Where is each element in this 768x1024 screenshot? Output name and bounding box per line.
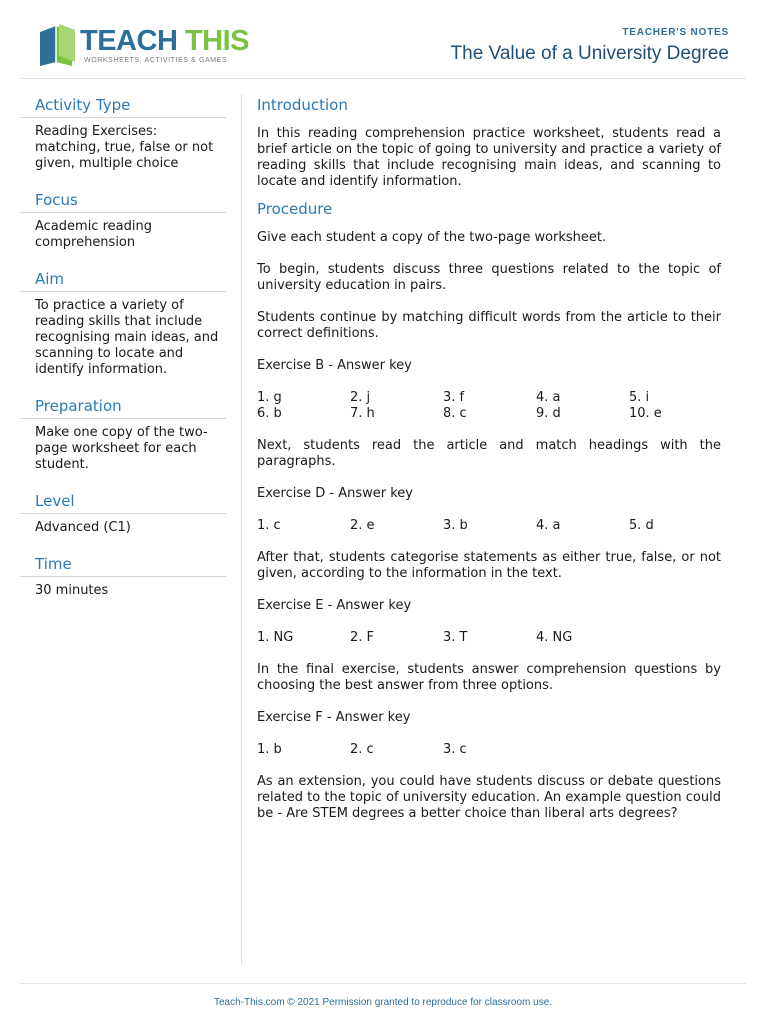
procedure-paragraph: Next, students read the article and match headings with the paragraphs. bbox=[257, 438, 721, 469]
exercise-f-label: Exercise F - Answer key bbox=[257, 710, 411, 725]
book-icon bbox=[36, 22, 78, 68]
answer-item: 3. b bbox=[443, 518, 468, 533]
sidebar-text: Make one copy of the two-page worksheet for each student. bbox=[35, 425, 208, 472]
sidebar-text: To practice a variety of reading skills that include recognising main ideas, and scanning to locate and identify information. bbox=[35, 298, 219, 377]
page-title: The Value of a University Degree bbox=[450, 43, 729, 64]
exercise-e-label: Exercise E - Answer key bbox=[257, 598, 412, 613]
sidebar-section-time bbox=[20, 553, 226, 599]
answer-item: 7. h bbox=[350, 406, 375, 421]
sidebar-heading: Activity Type bbox=[20, 94, 226, 118]
page-header bbox=[20, 0, 746, 79]
sidebar-section-aim bbox=[20, 268, 226, 378]
exercise-b-label: Exercise B - Answer key bbox=[257, 358, 412, 373]
exercise-d-answer-key bbox=[257, 518, 721, 534]
answer-item: 1. c bbox=[257, 518, 281, 533]
answer-item: 1. g bbox=[257, 390, 282, 405]
sidebar-text: 30 minutes bbox=[35, 583, 109, 598]
procedure-heading: Procedure bbox=[257, 200, 333, 218]
copyright-notice: Teach-This.com © 2021 Permission granted to reproduce for classroom use. bbox=[213, 997, 553, 1008]
introduction-heading: Introduction bbox=[257, 96, 348, 114]
answer-item: 6. b bbox=[257, 406, 282, 421]
answer-item: 3. T bbox=[443, 630, 468, 645]
sidebar-section-activity-type bbox=[20, 94, 226, 172]
exercise-e-answer-key bbox=[257, 630, 721, 646]
logo-tagline: WORKSHEETS, ACTIVITIES & GAMES bbox=[84, 57, 228, 64]
exercise-f-answer-key bbox=[257, 742, 721, 758]
procedure-paragraph: In the final exercise, students answer comprehension questions by choosing the best answer from three options. bbox=[257, 662, 721, 693]
answer-item: 1. b bbox=[257, 742, 282, 757]
answer-item: 2. e bbox=[350, 518, 375, 533]
procedure-paragraph: Students continue by matching difficult words from the article to their correct definitions. bbox=[257, 310, 721, 341]
introduction-text: In this reading comprehension practice worksheet, students read a brief article on the topic of going to university and practice a variety of reading skills that include recognising main ideas, and scanning to locate and identify information. bbox=[257, 126, 721, 189]
answer-row bbox=[257, 630, 721, 646]
logo-wordmark bbox=[80, 24, 249, 58]
column-divider bbox=[241, 94, 242, 964]
answer-item: 5. i bbox=[629, 390, 650, 405]
exercise-b-answer-key bbox=[257, 390, 721, 422]
procedure-paragraph: After that, students categorise statements as either true, false, or not given, according to the information in the text. bbox=[257, 550, 721, 581]
answer-row bbox=[257, 742, 721, 758]
sidebar-heading: Level bbox=[20, 490, 226, 514]
sidebar-section-preparation bbox=[20, 395, 226, 473]
sidebar-section-focus bbox=[20, 189, 226, 251]
answer-item: 4. NG bbox=[536, 630, 573, 645]
exercise-d-label: Exercise D - Answer key bbox=[257, 486, 413, 501]
answer-item: 2. j bbox=[350, 390, 371, 405]
sidebar-heading: Preparation bbox=[20, 395, 226, 419]
logo-teach: TEACH bbox=[80, 25, 178, 57]
sidebar bbox=[20, 94, 226, 616]
logo-this: THIS bbox=[184, 25, 250, 57]
answer-item: 1. NG bbox=[257, 630, 294, 645]
sidebar-heading: Focus bbox=[20, 189, 226, 213]
answer-item: 9. d bbox=[536, 406, 561, 421]
answer-item: 4. a bbox=[536, 518, 561, 533]
answer-row bbox=[257, 390, 721, 406]
procedure-paragraph: To begin, students discuss three questions related to the topic of university education in pairs. bbox=[257, 262, 721, 293]
answer-item: 5. d bbox=[629, 518, 654, 533]
answer-row bbox=[257, 518, 721, 534]
sidebar-heading: Aim bbox=[20, 268, 226, 292]
answer-item: 2. F bbox=[350, 630, 375, 645]
sidebar-section-level bbox=[20, 490, 226, 536]
sidebar-heading: Time bbox=[20, 553, 226, 577]
answer-item: 3. f bbox=[443, 390, 465, 405]
answer-item: 10. e bbox=[629, 406, 662, 421]
procedure-paragraph: As an extension, you could have students discuss or debate questions related to the topic of university education. An example question could be - Are STEM degrees a better choice than liberal arts degrees? bbox=[257, 774, 721, 821]
sidebar-text: Academic reading comprehension bbox=[35, 219, 152, 250]
teachers-notes-label: TEACHER'S NOTES bbox=[622, 27, 729, 38]
main-content bbox=[257, 94, 721, 838]
teach-this-logo bbox=[36, 22, 250, 70]
answer-item: 3. c bbox=[443, 742, 467, 757]
procedure-paragraph: Give each student a copy of the two-page worksheet. bbox=[257, 230, 607, 245]
answer-item: 8. c bbox=[443, 406, 467, 421]
answer-row bbox=[257, 406, 721, 422]
answer-item: 4. a bbox=[536, 390, 561, 405]
answer-item: 2. c bbox=[350, 742, 374, 757]
sidebar-text: Advanced (C1) bbox=[35, 520, 131, 535]
page-footer bbox=[20, 983, 746, 1008]
sidebar-text: Reading Exercises: matching, true, false or not given, multiple choice bbox=[35, 124, 214, 171]
